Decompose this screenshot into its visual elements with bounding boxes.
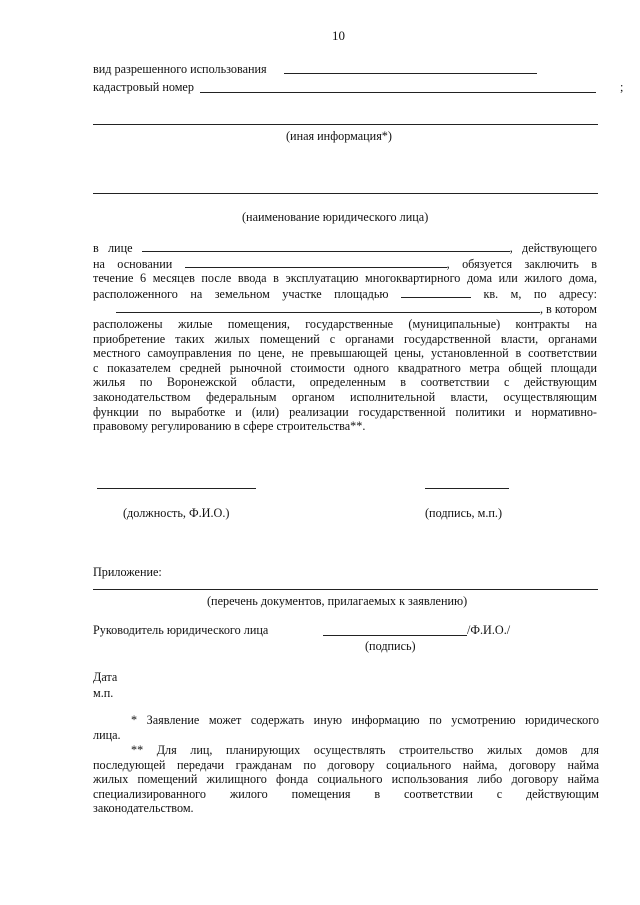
attachment-label: Приложение:	[93, 565, 162, 579]
cadastral-label: кадастровый номер	[93, 80, 194, 94]
attachment-field[interactable]	[93, 589, 598, 590]
body-line-4: расположенного на земельном участке площадью кв. м, по адресу:	[93, 286, 597, 301]
permitted-use-field[interactable]	[284, 73, 537, 74]
footnote-1: * Заявление может содержать иную информацию по усмотрению юридического лица.	[93, 713, 599, 742]
body-line-3: течение 6 месяцев после ввода в эксплуатацию многоквартирного дома или жилого дома,	[93, 271, 597, 286]
legal-entity-caption: (наименование юридического лица)	[242, 210, 429, 224]
page-number: 10	[332, 28, 345, 43]
other-info-caption: (иная информация*)	[286, 129, 392, 143]
position-caption: (должность, Ф.И.О.)	[123, 506, 230, 520]
body-paragraph	[93, 240, 597, 434]
body-line-6: расположены жилые помещения, государственные (муниципальные) контракты на	[93, 316, 597, 331]
signature-field[interactable]	[425, 488, 509, 489]
stamp-label: м.п.	[93, 686, 114, 700]
body-line-2: на основании , обязуется заключить в	[93, 256, 597, 271]
body-line-9: с показателем средней рыночной стоимости одного квадратного метра общей площади	[93, 360, 597, 375]
address-field[interactable]	[116, 301, 540, 313]
body-line-13: правовому регулированию в сфере строительства**.	[93, 419, 366, 434]
permitted-use-label: вид разрешенного использования	[93, 62, 267, 76]
head-signature-caption: (подпись)	[365, 639, 416, 653]
area-field[interactable]	[401, 286, 471, 298]
body-line-8: местного самоуправления по цене, не превышающей цены, установленной в соответствии	[93, 346, 597, 361]
body-line-11: законодательством федеральным органом исполнительной власти, осуществляющим	[93, 389, 597, 404]
trailing-semicolon: ;	[620, 80, 624, 94]
signature-caption: (подпись, м.п.)	[425, 506, 503, 520]
date-label: Дата	[93, 670, 118, 684]
body-line-10: жилья по Воронежской области, определенным в соответствии с действующим	[93, 375, 597, 390]
cadastral-field[interactable]	[200, 92, 596, 93]
body-line-12: функции по выработке и (или) реализации государственной политики и нормативно-	[93, 404, 597, 419]
position-field[interactable]	[97, 488, 256, 489]
attachment-caption: (перечень документов, прилагаемых к заявлению)	[207, 594, 468, 608]
footnote-2: ** Для лиц, планирующих осуществлять строительство жилых домов для последующей передачи гражданам по договору социального найма, договору найма жилых помещений жилищного фонда социального использования либо договору найма специализированного жилого помещения в соответствии с действующим законодательством.	[93, 743, 599, 816]
body-line-1: в лице , действующего	[93, 241, 597, 255]
other-info-field[interactable]	[93, 124, 598, 125]
head-fio: /Ф.И.О./	[467, 623, 511, 637]
head-signature-field[interactable]	[323, 635, 467, 636]
body-line-5: , в котором	[93, 301, 597, 317]
representative-field[interactable]	[142, 240, 510, 252]
body-line-7: приобретение таких жилых помещений с органами государственной власти, органами	[93, 331, 597, 346]
head-label: Руководитель юридического лица	[93, 623, 269, 637]
legal-entity-field[interactable]	[93, 193, 598, 194]
basis-field[interactable]	[185, 256, 447, 268]
